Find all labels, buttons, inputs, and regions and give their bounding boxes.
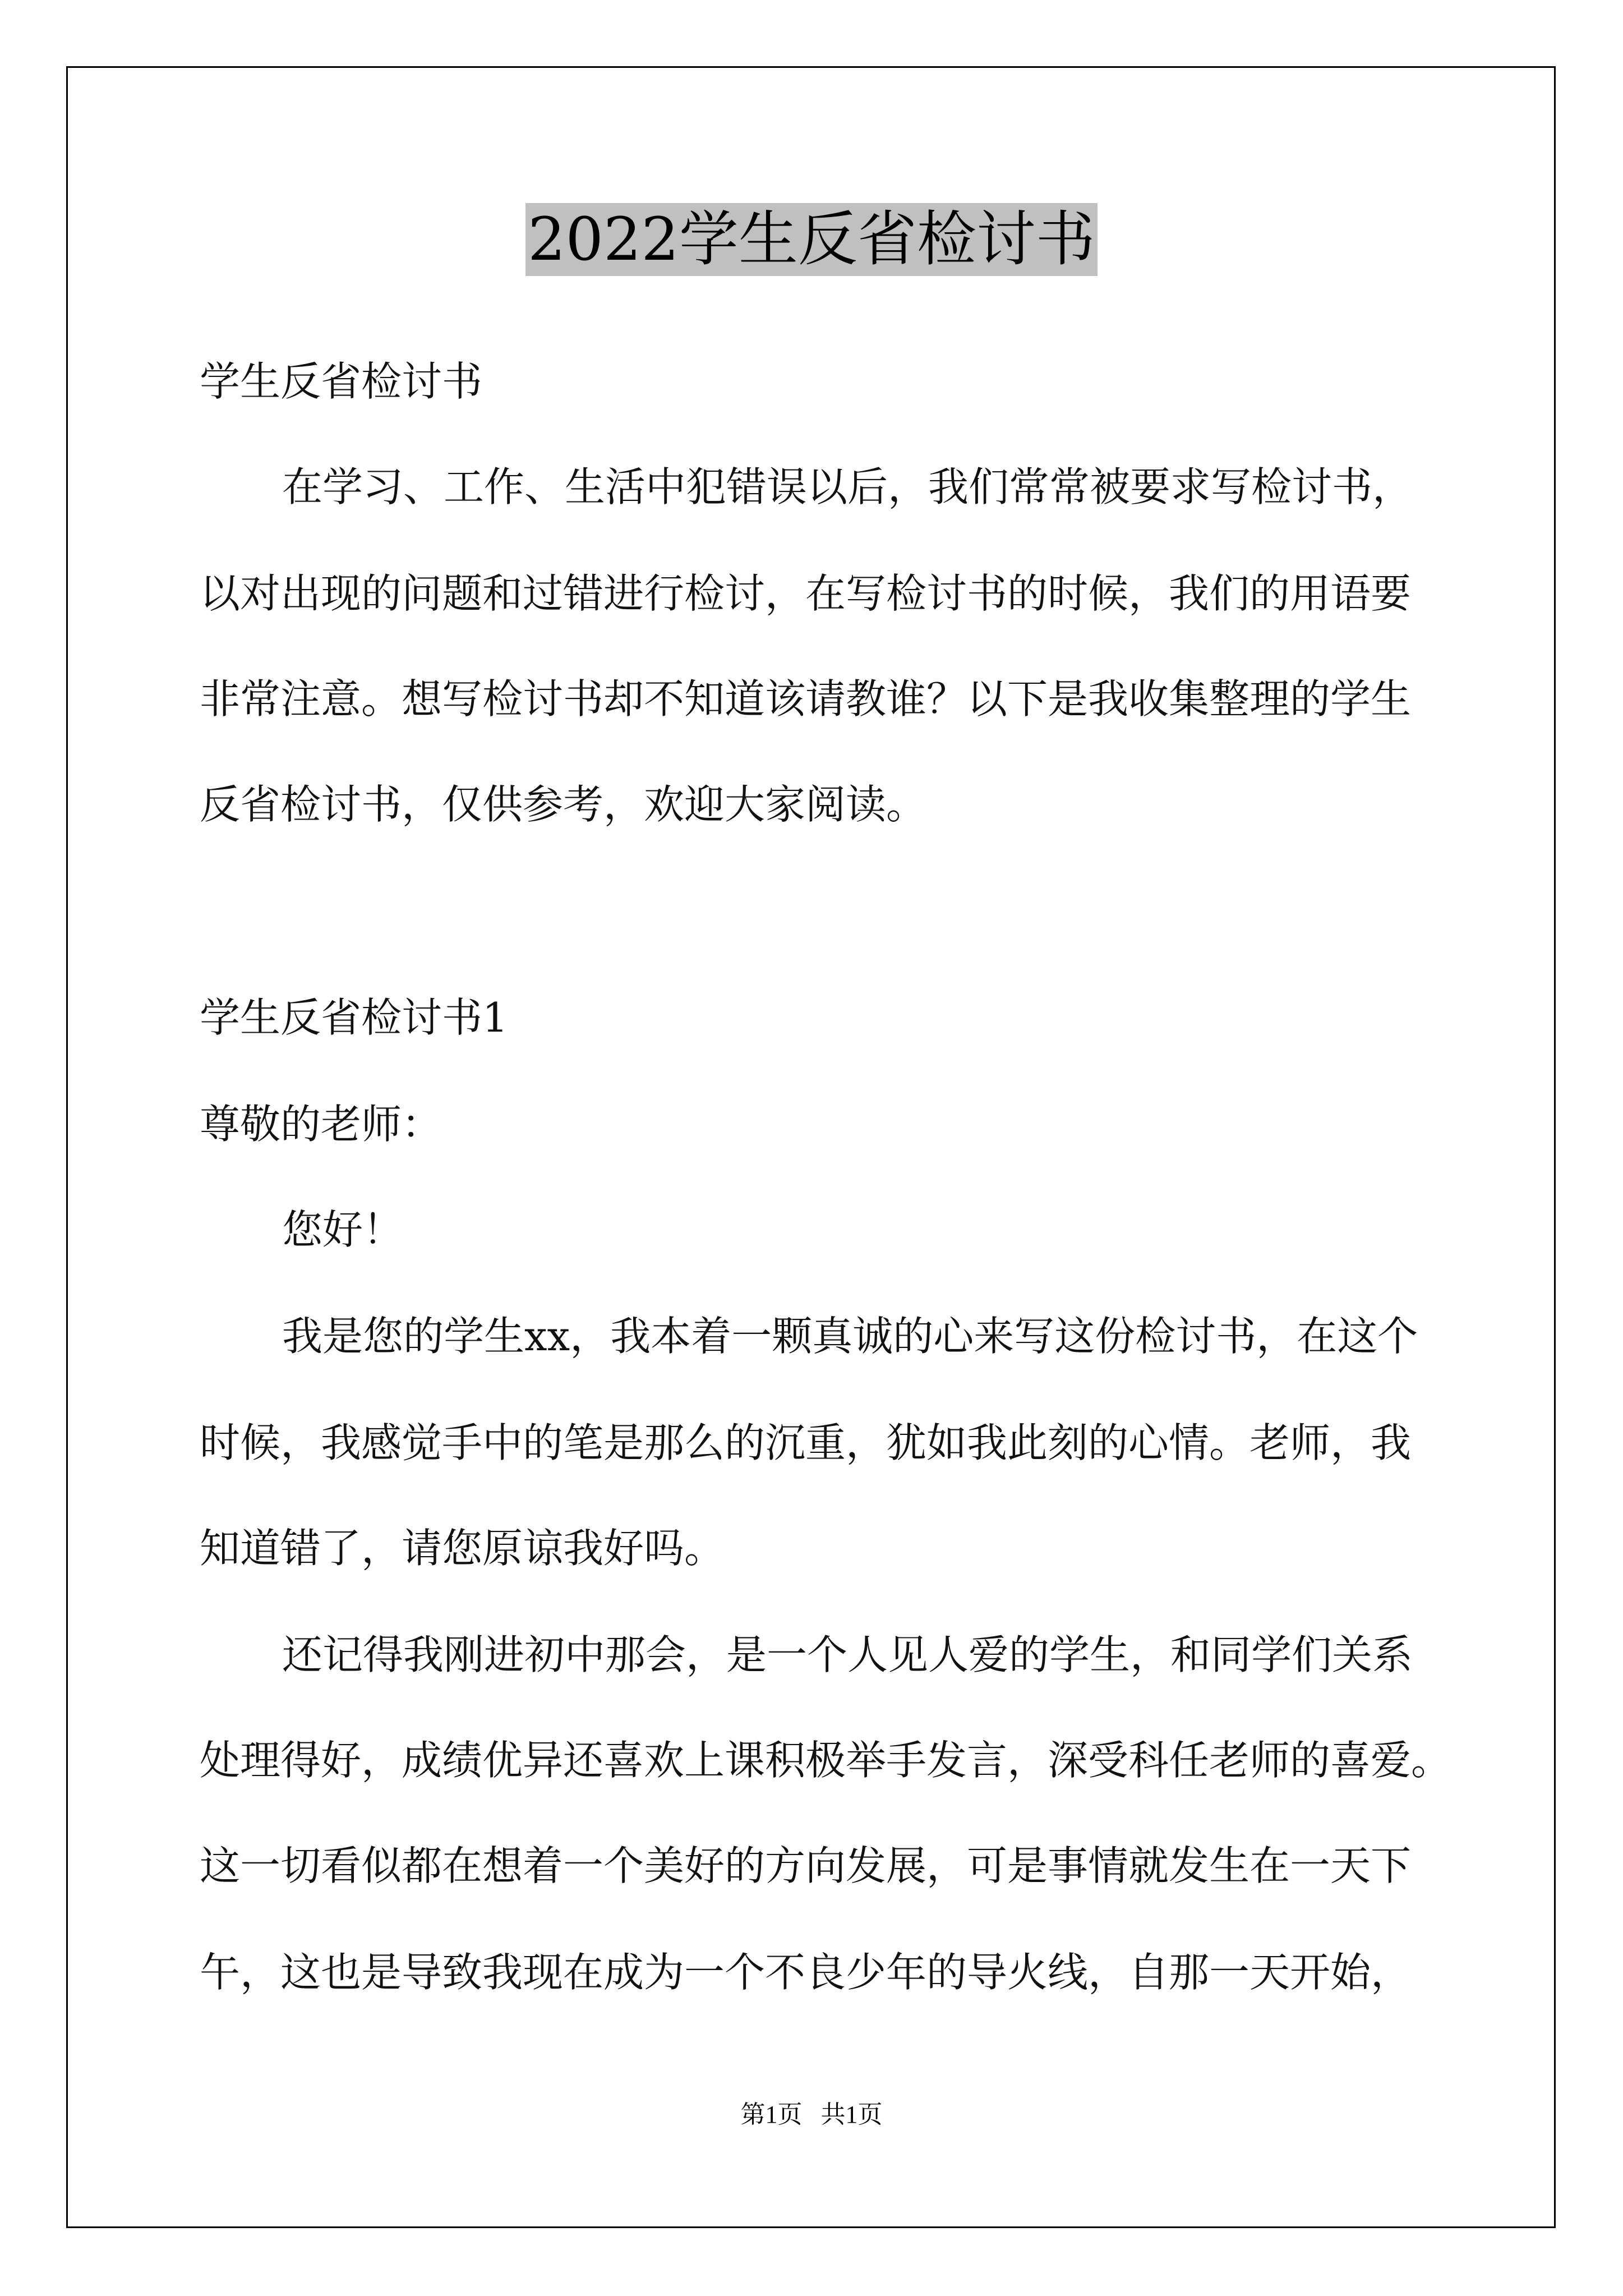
greeting: 您好！ [282, 1206, 404, 1253]
paragraph-line: 我是您的学生xx，我本着一颗真诚的心来写这份检讨书，在这个 [282, 1313, 1418, 1360]
paragraph-line: 以对出现的问题和过错进行检讨，在写检讨书的时候，我们的用语要 [200, 570, 1412, 617]
document-title: 2022学生反省检讨书 [525, 203, 1098, 276]
salutation: 尊敬的老师： [200, 1101, 442, 1148]
page-footer: 第1页 共1页 [740, 2101, 883, 2128]
paragraph-line: 反省检讨书，仅供参考，欢迎大家阅读。 [200, 781, 927, 828]
paragraph-line: 知道错了，请您原谅我好吗。 [200, 1525, 725, 1572]
paragraph-line: 在学习、工作、生活中犯错误以后，我们常常被要求写检讨书， [282, 463, 1413, 510]
section-heading: 学生反省检讨书1 [200, 994, 508, 1041]
paragraph-line: 午，这也是导致我现在成为一个不良少年的导火线，自那一天开始， [200, 1949, 1412, 1996]
paragraph-line: 时候，我感觉手中的笔是那么的沉重，犹如我此刻的心情。老师，我 [200, 1419, 1412, 1466]
paragraph-line: 还记得我刚进初中那会，是一个人见人爱的学生，和同学们关系 [282, 1631, 1413, 1678]
paragraph-line: 处理得好，成绩优异还喜欢上课积极举手发言，深受科任老师的喜爱。 [200, 1737, 1452, 1784]
paragraph-line: 非常注意。想写检讨书却不知道该请教谁？以下是我收集整理的学生 [200, 675, 1412, 723]
intro-heading: 学生反省检讨书 [200, 358, 483, 405]
paragraph-line: 这一切看似都在想着一个美好的方向发展，可是事情就发生在一天下 [200, 1842, 1412, 1889]
